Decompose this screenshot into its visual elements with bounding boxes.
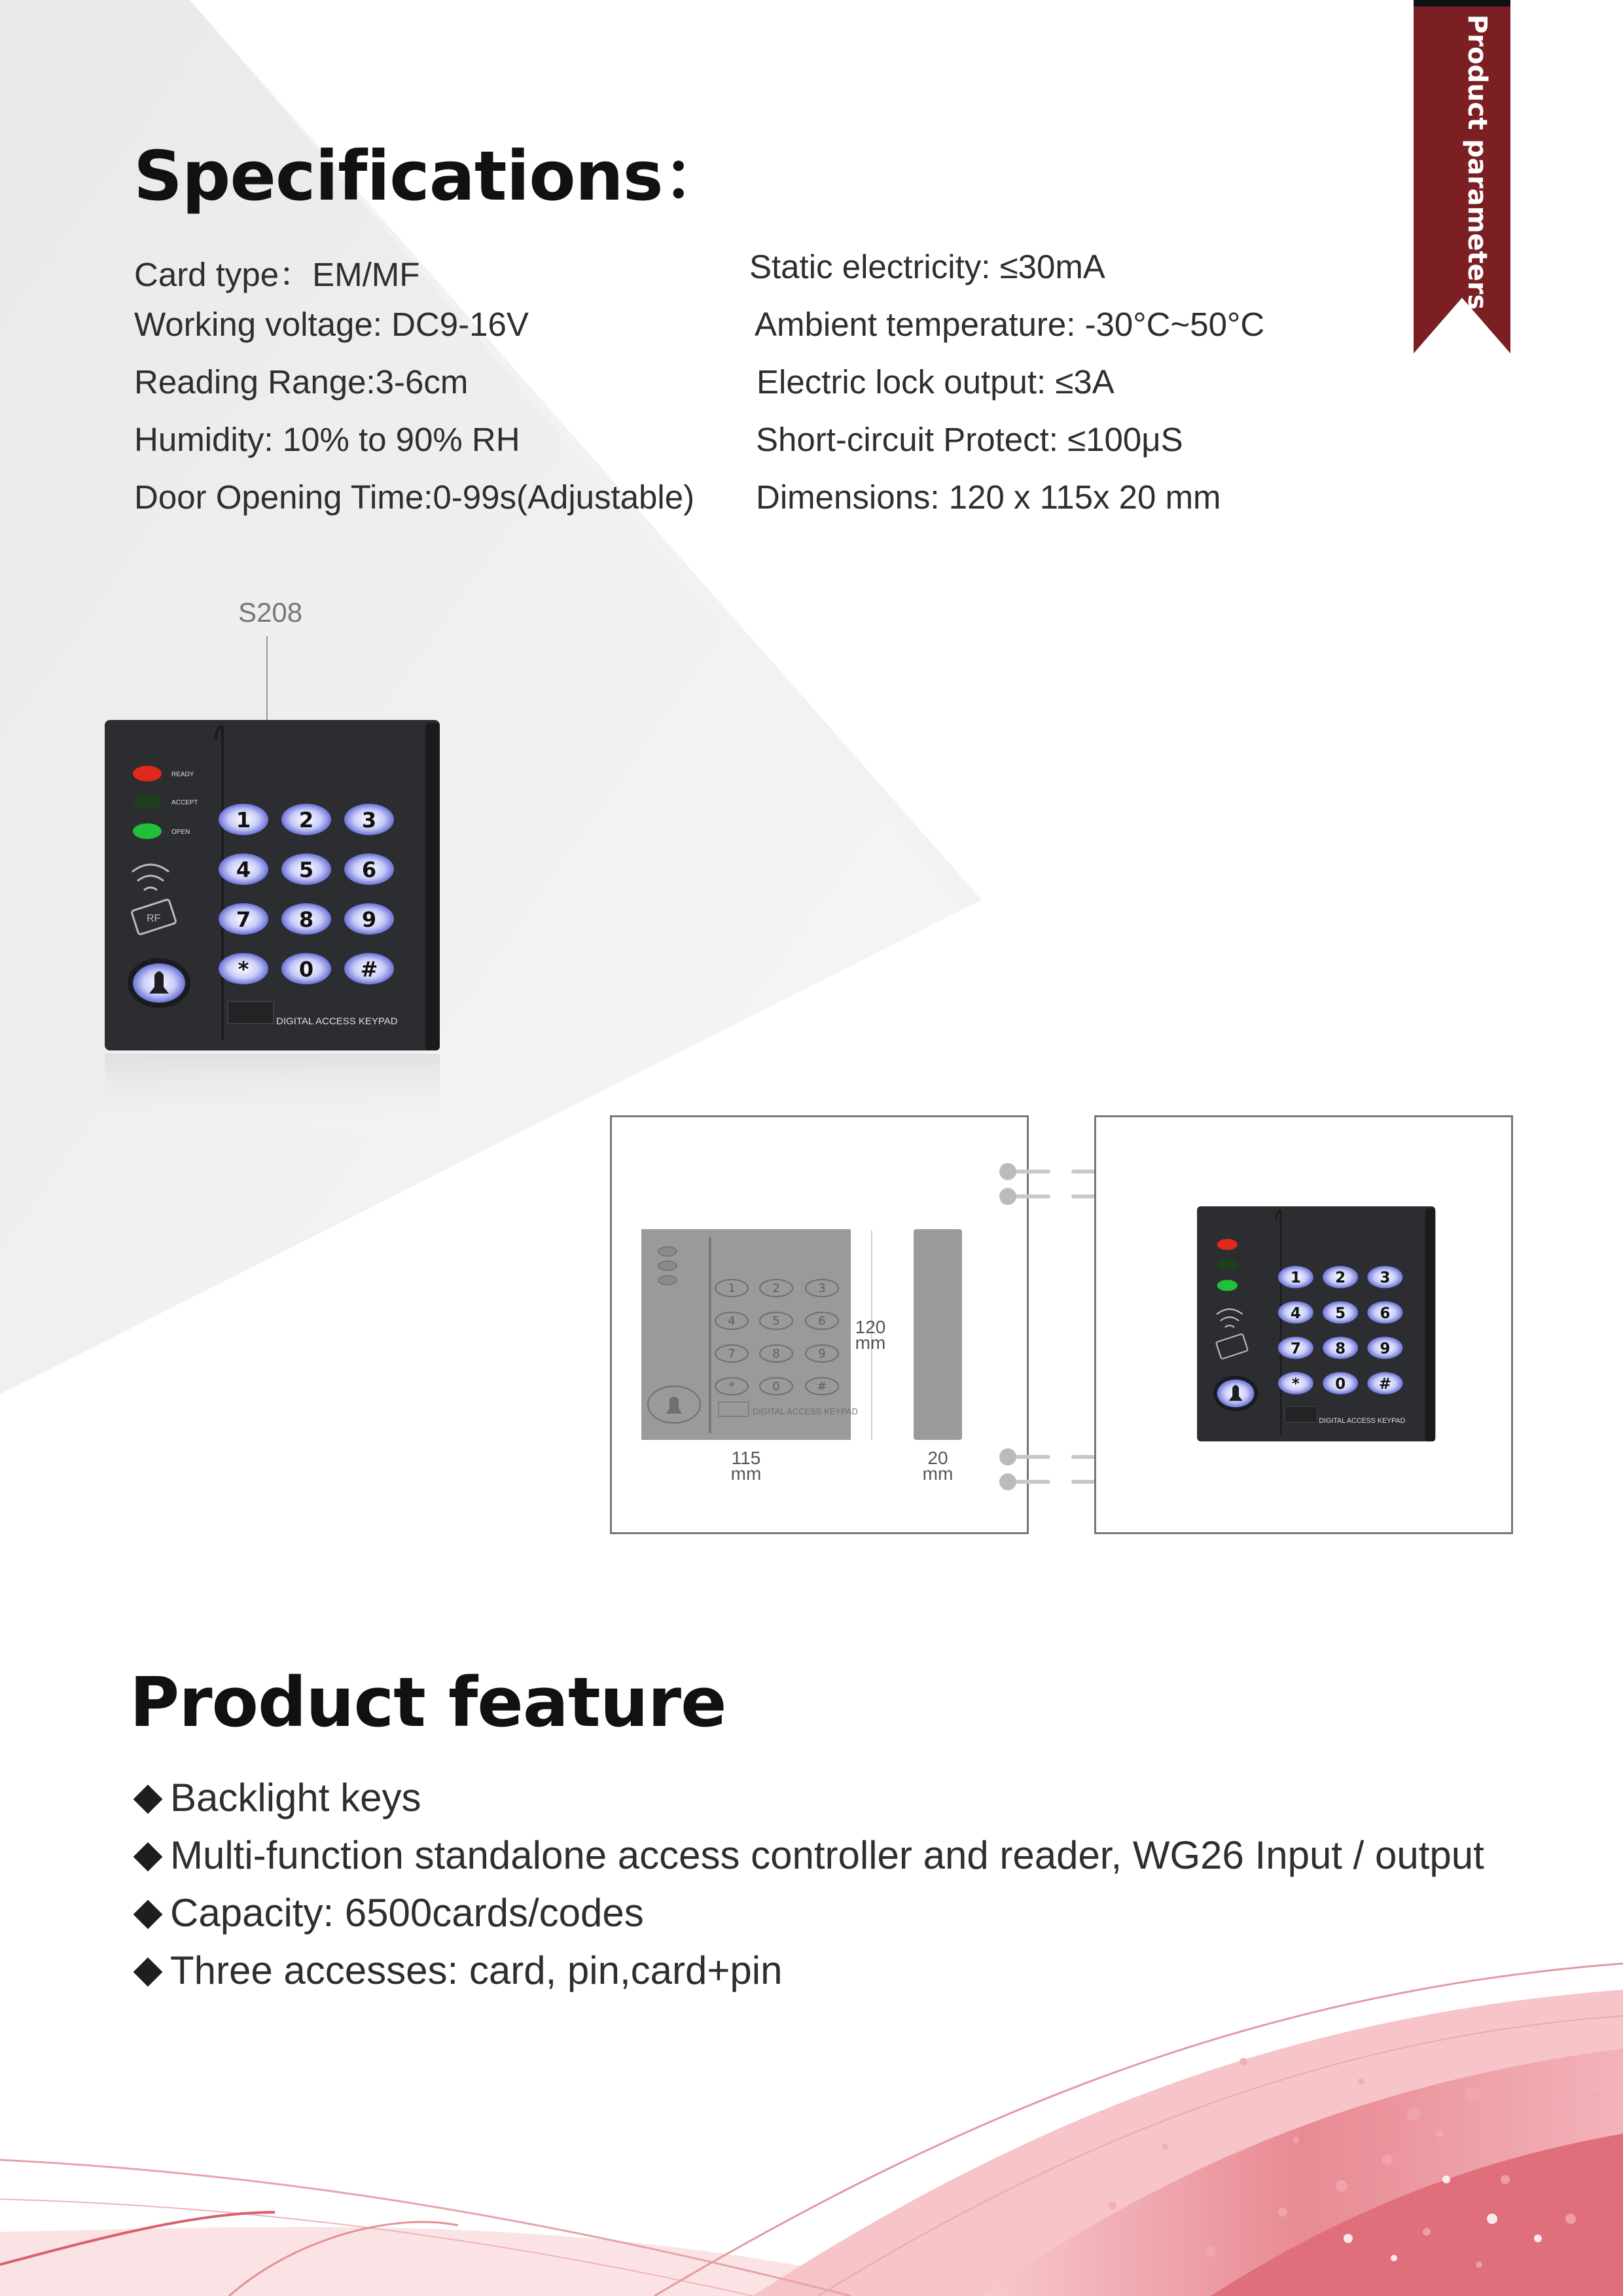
key-3: 3 [361,808,377,833]
ribbon-label: Product parameters [1462,14,1492,310]
diamond-bullet-icon [134,1785,163,1814]
spec-electric-lock-output: Electric lock output: ≤3A [757,363,1115,401]
key-9: 9 [361,907,377,932]
width-dimension: 115 mm [730,1448,762,1484]
key-7: 7 [236,907,251,932]
spec-reading-range: Reading Range:3-6cm [134,363,469,401]
led-label-ready: READY [171,771,194,778]
svg-text:2: 2 [772,1282,780,1295]
led-indicators [133,766,162,839]
key-star: * [238,957,249,982]
spec-working-voltage: Working voltage: DC9-16V [134,306,529,343]
svg-text:0: 0 [772,1380,780,1393]
svg-text:#: # [817,1380,827,1393]
key-8: 8 [298,907,314,932]
svg-text:9: 9 [818,1347,826,1361]
keypad-device-small-image [1192,1202,1444,1453]
spec-humidity: Humidity: 10% to 90% RH [134,421,520,458]
svg-text:7: 7 [1290,1340,1301,1357]
keypad-device-image [98,713,452,1145]
feature-item: Capacity: 6500cards/codes [134,1890,644,1935]
svg-text:3: 3 [818,1282,826,1295]
svg-text:*: * [1291,1375,1300,1393]
key-0: 0 [298,957,314,982]
dimension-drawing [641,1224,969,1446]
svg-text:5: 5 [1335,1304,1346,1322]
led-label-accept: ACCEPT [171,799,198,806]
feature-item: Backlight keys [134,1775,421,1820]
led-label-open: OPEN [171,829,190,836]
key-5: 5 [298,857,314,882]
spec-door-opening-time: Door Opening Time:0-99s(Adjustable) [134,478,695,516]
svg-text:7: 7 [728,1347,736,1361]
svg-text:6: 6 [818,1314,826,1328]
feature-item: Three accesses: card, pin,card+pin [134,1948,782,1993]
diamond-bullet-icon [134,1842,163,1872]
key-1: 1 [236,808,251,833]
height-dimension: 120 mm [855,1317,886,1353]
svg-text:2: 2 [1335,1269,1346,1287]
model-callout-line [266,636,268,724]
svg-text:0: 0 [1335,1375,1346,1393]
rf-label: RF [147,913,161,924]
spec-card-type: Card type：EM/MF [134,256,420,293]
svg-text:4: 4 [728,1314,736,1328]
svg-text:DIGITAL ACCESS KEYPAD: DIGITAL ACCESS KEYPAD [1319,1416,1406,1425]
svg-text:3: 3 [1380,1269,1391,1287]
svg-text:#: # [1378,1375,1391,1393]
svg-text:8: 8 [1335,1340,1346,1357]
depth-dimension: 20 mm [922,1448,954,1484]
feature-item: Multi-function standalone access controller and reader, WG26 Input / output [134,1833,1484,1878]
svg-text:4: 4 [1290,1304,1301,1322]
key-hash: # [360,957,378,982]
brand-text: DIGITAL ACCESS KEYPAD [276,1016,398,1027]
svg-text:1: 1 [1290,1269,1301,1287]
svg-text:9: 9 [1380,1340,1391,1357]
key-6: 6 [361,857,377,882]
svg-text:1: 1 [728,1282,736,1295]
key-2: 2 [298,808,314,833]
svg-text:*: * [728,1380,735,1393]
product-feature-title: Product feature [130,1662,726,1742]
spec-short-circuit-protect: Short-circuit Protect: ≤100μS [756,421,1183,458]
model-label: S208 [238,597,303,628]
spec-static-electricity: Static electricity: ≤30mA [749,248,1105,285]
specifications-title: Specifications： [134,136,730,216]
diamond-bullet-icon [134,1958,163,1987]
svg-text:8: 8 [772,1347,780,1361]
svg-text:DIGITAL ACCESS KEYPAD: DIGITAL ACCESS KEYPAD [753,1407,858,1416]
ribbon-top-bar [1414,0,1510,7]
svg-text:6: 6 [1380,1304,1391,1322]
key-4: 4 [236,857,251,882]
svg-text:5: 5 [772,1314,780,1328]
spec-ambient-temperature: Ambient temperature: -30°C~50°C [755,306,1265,343]
spec-dimensions: Dimensions: 120 x 115x 20 mm [756,478,1221,516]
diamond-bullet-icon [134,1900,163,1929]
